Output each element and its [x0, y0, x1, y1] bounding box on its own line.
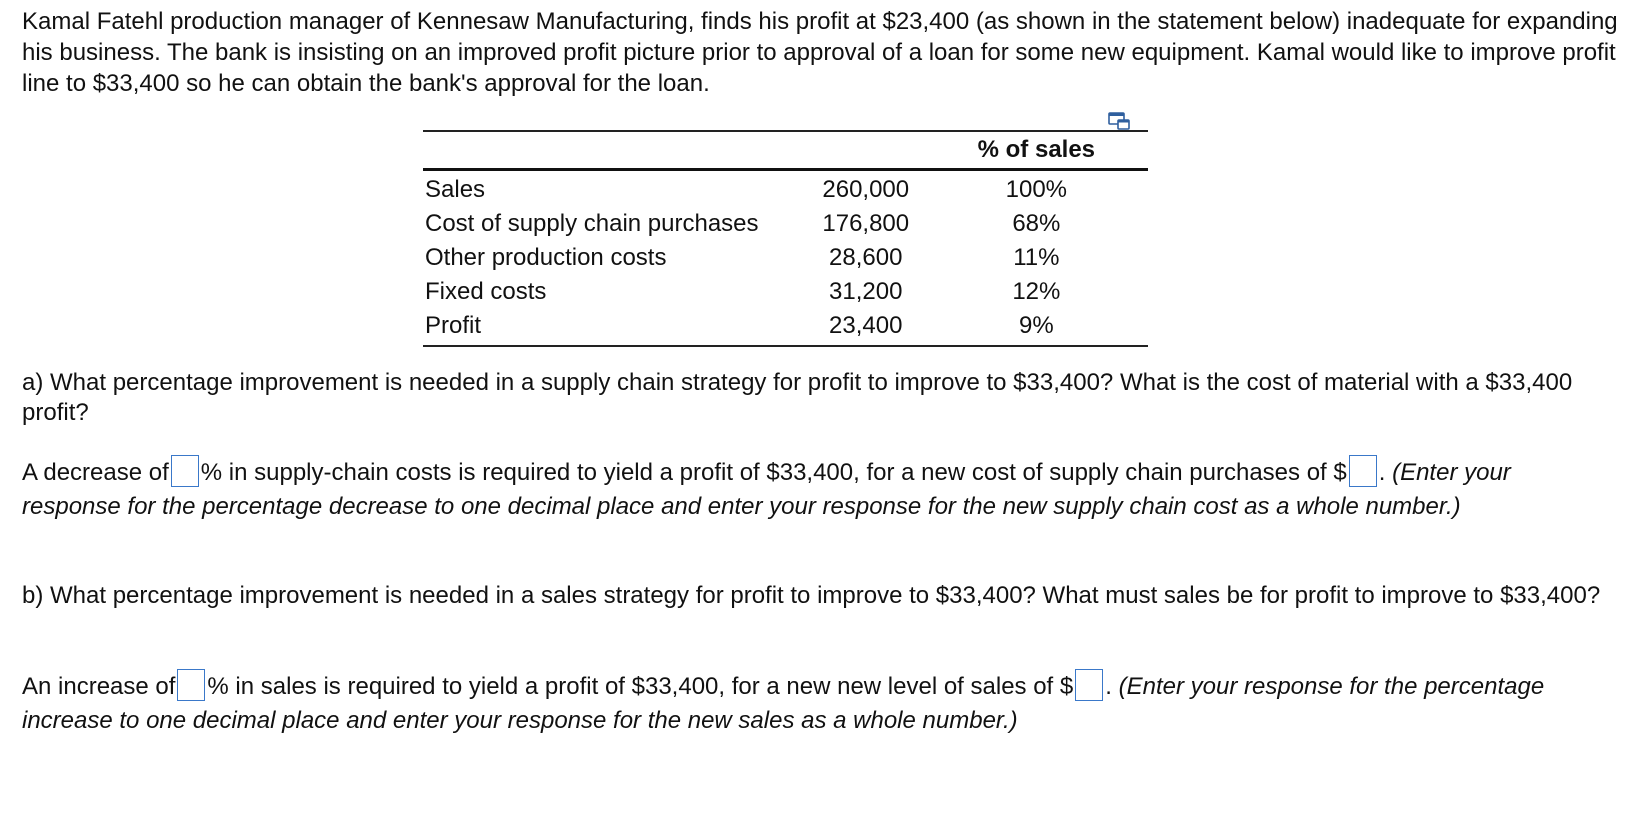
- answer-b-text-1: An increase of: [22, 673, 176, 700]
- income-statement-table: [423, 130, 1148, 347]
- answer-a-text-2: % in supply-chain costs is required to yield a profit of $33,400, for a new cost of supply chain purchases of $: [200, 459, 1347, 486]
- header-amount: [807, 131, 925, 170]
- percent-decrease-input[interactable]: [171, 455, 199, 487]
- percent-increase-input[interactable]: [177, 669, 205, 701]
- answer-b-sentence: [22, 670, 1582, 738]
- row-pct: 12%: [1012, 278, 1061, 305]
- answer-b-text-3: .: [1105, 673, 1112, 700]
- answer-a-text-3: .: [1378, 459, 1386, 486]
- row-amount: 31,200: [829, 278, 903, 305]
- table-row: [423, 275, 1148, 309]
- row-pct: 68%: [1012, 210, 1061, 237]
- row-amount: 260,000: [822, 176, 910, 203]
- problem-intro: Kamal Fatehl production manager of Kennesaw Manufacturing, finds his profit at $23,400 (as shown in the statement below) inadequate for expanding his business. The bank is insisting on an improved profit picture prior to approval of a loan for some new equipment. Kamal would like to improve profit line to $33,400 so he can obtain the bank's approval for the loan.: [22, 8, 1618, 97]
- row-amount: 28,600: [829, 244, 903, 271]
- table-row: [423, 207, 1148, 241]
- header-label: [423, 131, 807, 170]
- table-row: [423, 170, 1148, 208]
- row-amount: 176,800: [822, 210, 910, 237]
- new-supply-chain-cost-input[interactable]: [1349, 455, 1377, 487]
- copy-table-icon[interactable]: [1108, 112, 1130, 130]
- question-a: a) What percentage improvement is needed in a supply chain strategy for profit to improve to $33,400? What is the cost of material with a $33,400 profit?: [22, 369, 1573, 426]
- row-label: Cost of supply chain purchases: [425, 210, 759, 237]
- table-row: [423, 241, 1148, 275]
- row-label: Profit: [425, 312, 482, 339]
- row-pct: 11%: [1013, 244, 1060, 271]
- table-header-row: [423, 131, 1148, 170]
- question-b: b) What percentage improvement is needed in a sales strategy for profit to improve to $33,400? What must sales be for profit to improve to $33,400?: [22, 582, 1601, 609]
- answer-b-instructions: (Enter your response for the percentage increase to one decimal place and enter your response for the new sales as a whole number.): [22, 673, 1545, 734]
- new-sales-input[interactable]: [1075, 669, 1103, 701]
- row-pct: 100%: [1005, 176, 1068, 203]
- row-pct: 9%: [1019, 312, 1054, 339]
- answer-b-text-2: % in sales is required to yield a profit of $33,400, for a new new level of sales of $: [207, 673, 1074, 700]
- answer-a-text-1: A decrease of: [22, 459, 169, 486]
- answer-a-instructions: (Enter your response for the percentage decrease to one decimal place and enter your response for the new supply chain cost as a whole number.): [22, 459, 1511, 520]
- header-pct-of-sales: % of sales: [925, 131, 1148, 170]
- row-amount: 23,400: [829, 312, 903, 339]
- row-label: Fixed costs: [425, 278, 547, 305]
- row-label: Other production costs: [425, 244, 667, 271]
- row-label: Sales: [425, 176, 486, 203]
- answer-a-sentence: [22, 456, 1582, 524]
- table-row: [423, 309, 1148, 346]
